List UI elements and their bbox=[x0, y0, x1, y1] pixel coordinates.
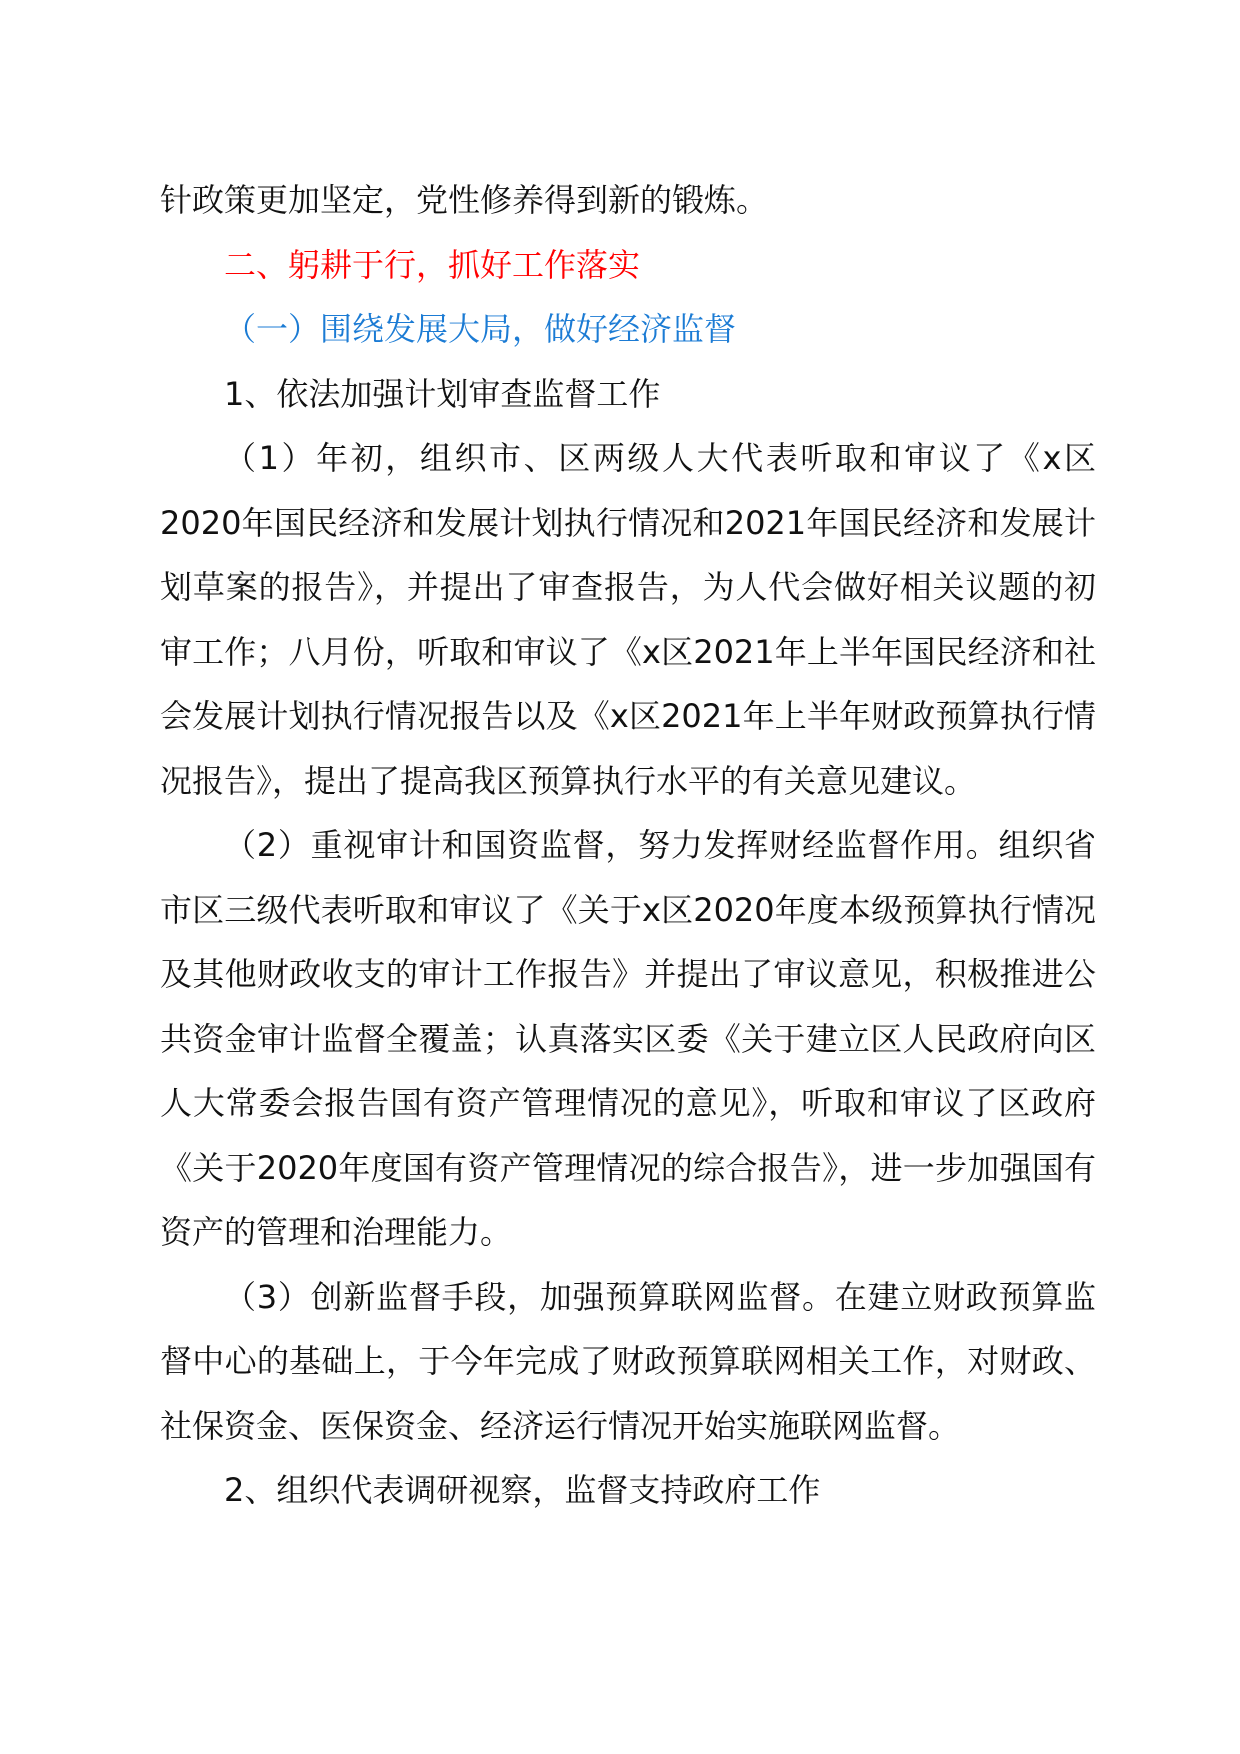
paragraph-item-1-2: （2）重视审计和国资监督，努力发挥财经监督作用。组织省市区三级代表听取和审议了《关于x区2020年度本级预算执行情况及其他财政收支的审计工作报告》并提出了审议意见，积极推进公共资金审计监督全覆盖；认真落实区委《关于建立区人民政府向区人大常委会报告国有资产管理情况的意见》，听取和审议了区政府《关于2020年度国有资产管理情况的综合报告》，进一步加强国有资产的管理和治理能力。 bbox=[160, 826, 1096, 1251]
paragraph-item-1-1: （1）年初，组织市、区两级人大代表听取和审议了《x区2020年国民经济和发展计划执行情况和2021年国民经济和发展计划草案的报告》，并提出了审查报告，为人代会做好相关议题的初审工作；八月份，听取和审议了《x区2021年上半年国民经济和社会发展计划执行情况报告以及《x区2021年上半年财政预算执行情况报告》，提出了提高我区预算执行水平的有关意见建议。 bbox=[160, 439, 1096, 800]
document-body bbox=[160, 168, 1096, 1523]
subsection-heading-1: （一）围绕发展大局，做好经济监督 bbox=[224, 310, 737, 348]
section-heading-2: 二、躬耕于行，抓好工作落实 bbox=[224, 245, 641, 284]
item-heading-1: 1、依法加强计划审查监督工作 bbox=[224, 374, 661, 413]
item-heading-2: 2、组织代表调研视察，监督支持政府工作 bbox=[224, 1471, 821, 1509]
paragraph-continuation: 针政策更加坚定，党性修养得到新的锻炼。 bbox=[160, 181, 769, 219]
paragraph-item-1-3: （3）创新监督手段，加强预算联网监督。在建立财政预算监督中心的基础上，于今年完成了财政预算联网相关工作，对财政、社保资金、医保资金、经济运行情况开始实施联网监督。 bbox=[160, 1277, 1096, 1445]
